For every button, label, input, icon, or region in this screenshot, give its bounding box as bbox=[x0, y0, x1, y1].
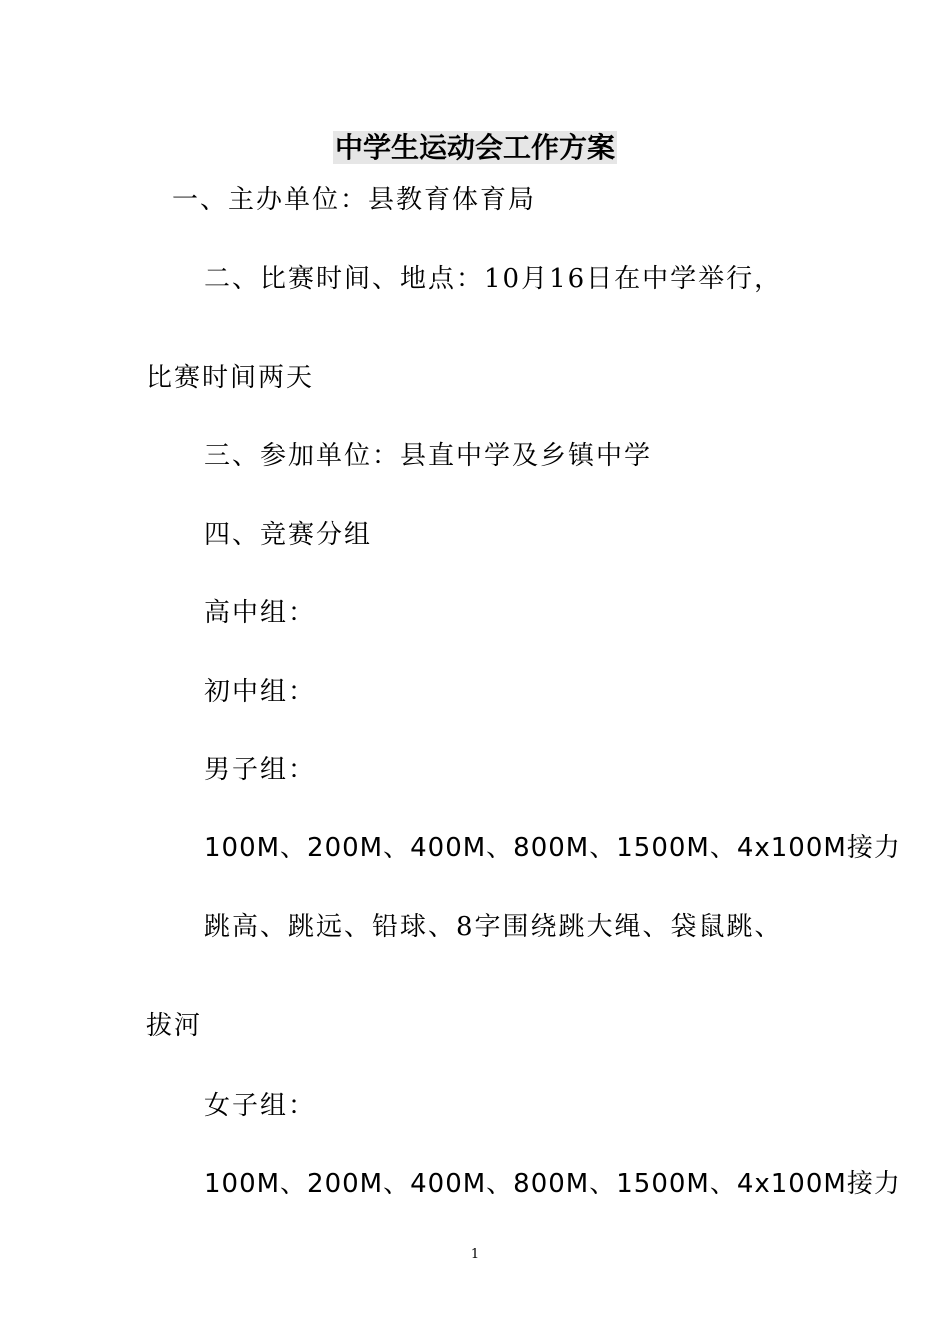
paragraph-boys-field-events: 跳高、跳远、铅球、8字围绕跳大绳、袋鼠跳、 bbox=[204, 912, 783, 942]
paragraph-junior-high-group: 初中组： bbox=[204, 677, 317, 707]
paragraph-boys-field-events-continued: 拔河 bbox=[146, 1011, 203, 1041]
paragraph-participants: 三、参加单位：县直中学及乡镇中学 bbox=[204, 441, 653, 471]
document-title-text: 中学生运动会工作方案 bbox=[334, 131, 615, 164]
paragraph-girls-group: 女子组： bbox=[204, 1091, 317, 1121]
paragraph-girls-track-events: 100M、200M、400M、800M、1500M、4x100M接力 bbox=[204, 1169, 901, 1199]
paragraph-time-location-continued: 比赛时间两天 bbox=[146, 363, 315, 393]
paragraph-boys-group: 男子组： bbox=[204, 755, 317, 785]
document-title bbox=[0, 128, 950, 168]
paragraph-boys-track-events: 100M、200M、400M、800M、1500M、4x100M接力 bbox=[204, 833, 901, 863]
paragraph-senior-high-group: 高中组： bbox=[204, 598, 317, 628]
paragraph-organizer: 一、主办单位：县教育体育局 bbox=[172, 185, 537, 215]
page-number: 1 bbox=[470, 1247, 480, 1262]
paragraph-time-location: 二、比赛时间、地点：10月16日在中学举行， bbox=[204, 264, 783, 294]
paragraph-competition-groups: 四、竞赛分组 bbox=[204, 520, 373, 550]
